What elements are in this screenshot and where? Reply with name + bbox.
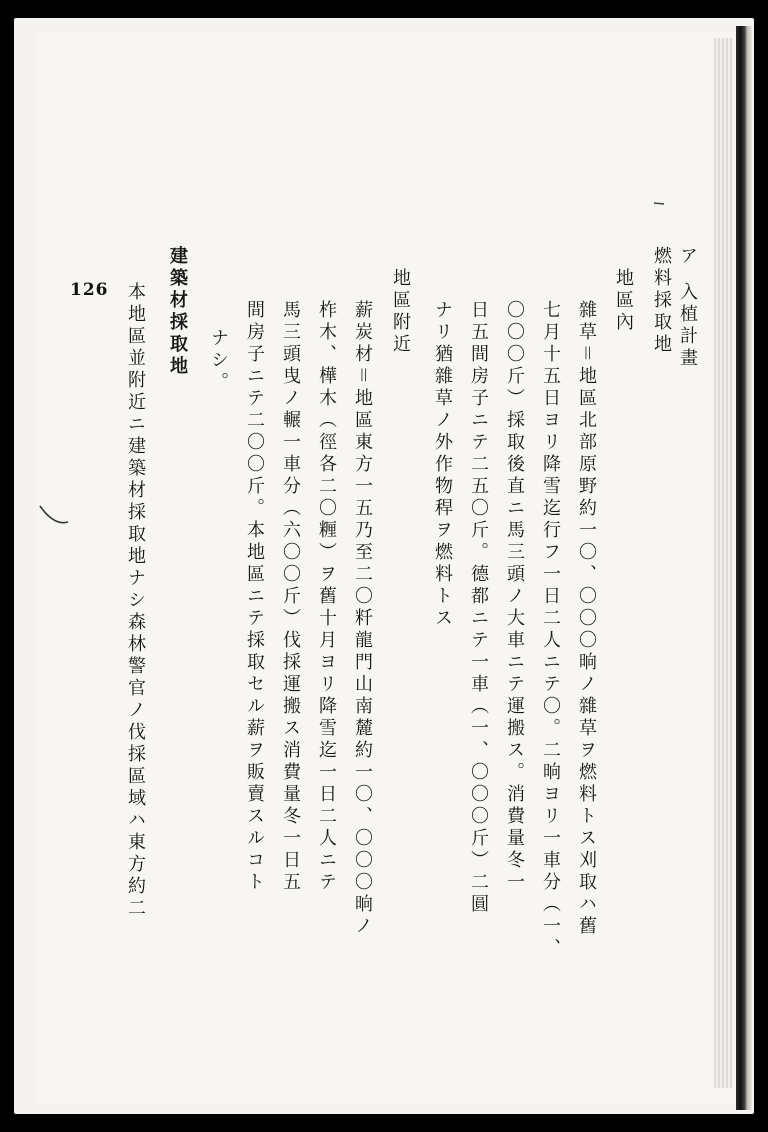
header-item-lead: ア [677,246,698,268]
text-line: 馬三頭曳ノ輾一車分（六〇〇斤）伐採運搬ス消費量冬一日五 [280,300,301,894]
text-line: 薪炭材＝地區東方一五乃至二〇粁龍門山南麓約一〇、〇〇〇晌ノ [352,300,373,938]
text-line: 雜草＝地區北部原野約一〇、〇〇〇晌ノ雜草ヲ燃料トス刈取ハ舊 [576,300,597,938]
page-edges [714,38,734,1088]
subheading-near-district: 地區附近 [390,268,411,356]
dash-mark-icon [652,200,666,206]
text-line: 間房子ニテ二〇〇斤。本地區ニテ採取セル薪ヲ販賣スルコト [244,300,265,894]
subheading-in-district: 地區內 [613,268,634,334]
page-number: 126 [70,280,109,300]
text-line: 柞木、樺木（徑各二〇糎）ヲ舊十月ヨリ降雪迄一日二人ニテ [316,300,337,894]
section-heading-fuel: 燃料採取地 [651,246,672,356]
text-line: 本地區並附近ニ建築材採取地ナシ森林警官ノ伐採區域ハ東方約二 [125,282,146,920]
header-title: 入植計畫 [677,282,698,370]
book-spine [736,26,752,1110]
text-line: 日五間房子ニテ二五〇斤。德都ニテ一車（一、〇〇〇斤）二圓 [468,300,489,916]
margin-pencil-mark-icon [38,500,70,540]
section-heading-building-material: 建築材採取地 [167,246,188,378]
text-line: ナリ猶雜草ノ外作物稈ヲ燃料トス [432,300,453,630]
text-line: ナシ。 [208,328,229,394]
text-line: 七月十五日ヨリ降雪迄行フ一日二人ニテ〇。二晌ヨリ一車分（一、 [540,300,561,960]
text-line: 〇〇〇斤）採取後直ニ馬三頭ノ大車ニテ運搬ス。消費量冬一 [504,300,525,894]
